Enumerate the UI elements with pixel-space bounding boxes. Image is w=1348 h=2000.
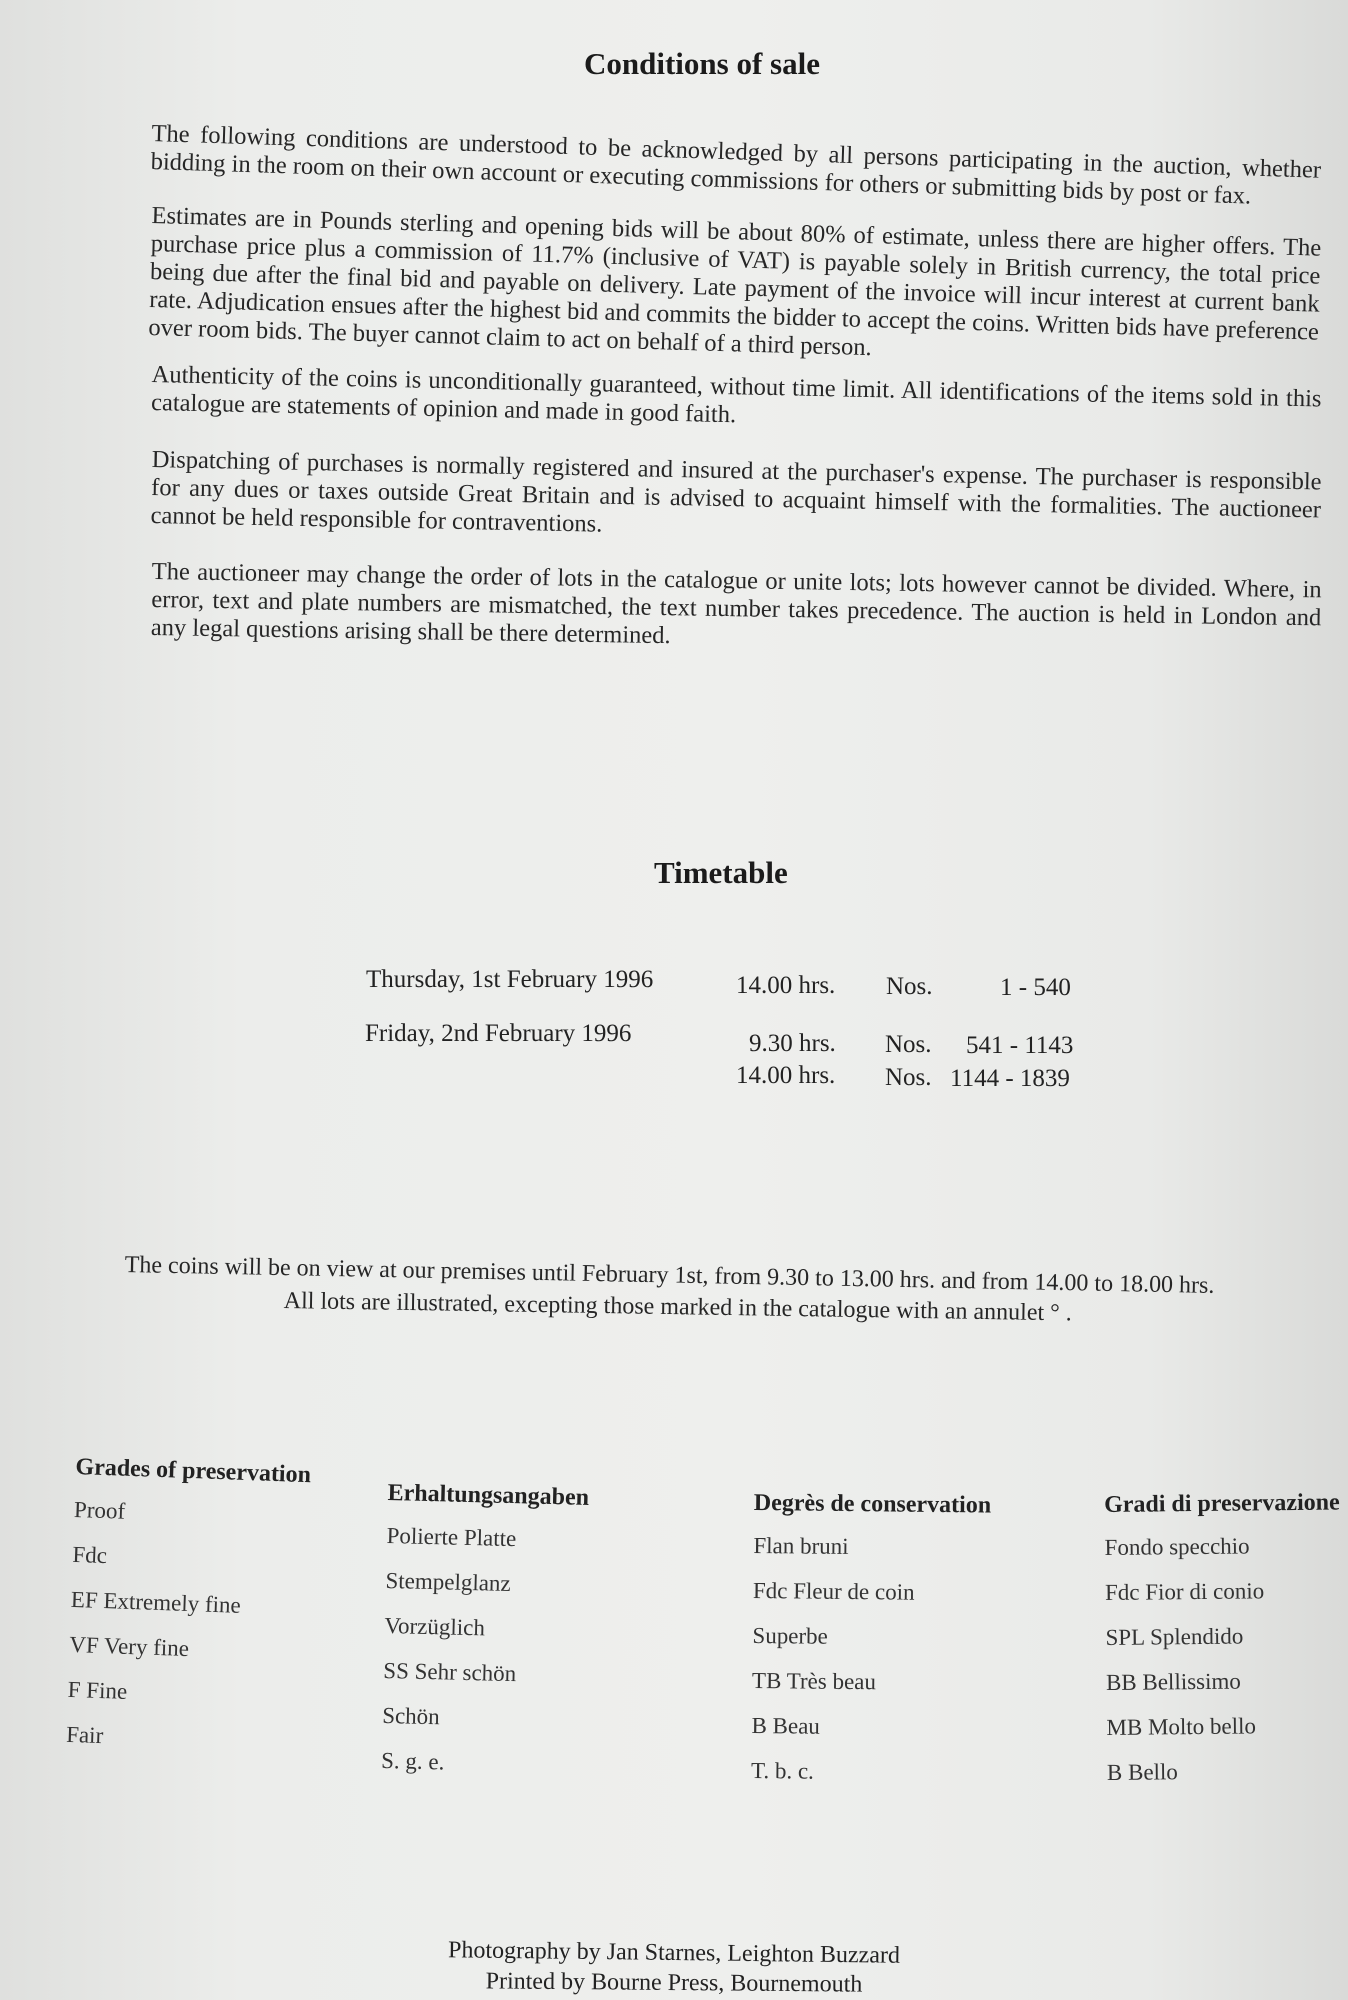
grade-item: EF Extremely fine (70, 1586, 242, 1618)
grade-item: Fair (65, 1721, 104, 1749)
grades-column-german (380, 1480, 688, 1800)
timetable-range-3: 1144 - 1839 (950, 1065, 1070, 1092)
photography-credit: Photography by Jan Starnes, Leighton Buzzard (447, 1937, 901, 1969)
grade-item: TB Très beau (751, 1667, 877, 1695)
grade-item: Vorzüglich (384, 1612, 486, 1641)
timetable-nos-1: Nos. (886, 973, 933, 1000)
grade-item: MB Molto bello (1106, 1713, 1257, 1740)
conditions-paragraph-5: The auctioneer may change the order of lots in the catalogue or unite lots; lots however cannot be divided. Where, in error, text and plate numbers are mismatched, the text number takes precedence. The auction is held in London and any legal questions arising shall be there determined. (150, 558, 1322, 650)
grade-item: B Beau (751, 1712, 821, 1739)
grade-item: Fdc Fleur de coin (752, 1577, 915, 1605)
grades-column-english (65, 1454, 376, 1777)
timetable-day-1: Thursday, 1st February 1996 (366, 966, 654, 993)
grade-item: Fdc (72, 1541, 108, 1569)
grade-item: Fondo specchio (1104, 1533, 1250, 1560)
timetable-title: Timetable (654, 855, 788, 890)
grades-heading: Gradi di preservazione (1104, 1489, 1340, 1518)
grade-item: Flan bruni (753, 1532, 849, 1559)
grade-item: BB Bellissimo (1105, 1668, 1241, 1695)
grade-item: SS Sehr schön (383, 1657, 517, 1687)
timetable-nos-3: Nos. (885, 1064, 932, 1091)
grades-heading: Grades of preservation (75, 1454, 312, 1489)
timetable-time-2: 9.30 hrs. (749, 1030, 836, 1057)
conditions-paragraph-3: Authenticity of the coins is unconditionally guaranteed, without time limit. All identifications of the items sold in this catalogue are statements of opinion and made in good faith. (150, 361, 1322, 429)
viewing-notice-line-2: All lots are illustrated, excepting those marked in the catalogue with an annulet ° . (283, 1288, 1072, 1327)
grade-item: VF Very fine (68, 1631, 190, 1662)
grades-heading: Degrès de conservation (753, 1490, 992, 1519)
grade-item: Fdc Fior di conio (1104, 1578, 1265, 1605)
grade-item: F Fine (67, 1676, 128, 1704)
conditions-paragraph-4: Dispatching of purchases is normally registered and insured at the purchaser's expense. The purchaser is responsible for any dues or taxes outside Great Britain and is advised to acquaint himself with the formalities. The auctioneer cannot be held responsible for contraventions. (150, 446, 1322, 538)
grade-item: Superbe (752, 1622, 828, 1649)
grade-item: S. g. e. (380, 1747, 445, 1775)
grade-item: Proof (73, 1496, 126, 1524)
timetable-day-2: Friday, 2nd February 1996 (365, 1020, 632, 1047)
grade-item: Schön (381, 1702, 441, 1730)
grade-item: SPL Splendido (1105, 1623, 1244, 1650)
timetable-time-1: 14.00 hrs. (736, 972, 836, 999)
timetable-nos-2: Nos. (885, 1031, 932, 1058)
grade-item: B Bello (1106, 1759, 1178, 1785)
timetable-range-1: 1 - 540 (1000, 974, 1071, 1001)
viewing-notice-line-1: The coins will be on view at our premises until February 1st, from 9.30 to 13.00 hrs. and from 14.00 to 18.00 hrs. (124, 1252, 1215, 1299)
grade-item: Polierte Platte (386, 1522, 517, 1552)
conditions-paragraph-2: Estimates are in Pounds sterling and opening bids will be about 80% of estimate, unless there are higher offers. The purchase price plus a commission of 11.7% (inclusive of VAT) is payable solely in British currency, the total price being due after the final bid and payable on delivery. Late payment of the invoice will incur interest at current bank rate. Adjudication ensues after the highest bid and commits the bidder to accept the coins. Written bids have preference over room bids. The buyer cannot claim to act on behalf of a third person. (148, 202, 1322, 362)
printer-credit: Printed by Bourne Press, Bournemouth (485, 1968, 863, 1998)
grade-item: T. b. c. (750, 1757, 815, 1784)
conditions-title: Conditions of sale (584, 46, 820, 81)
timetable-range-2: 541 - 1143 (966, 1032, 1074, 1059)
grades-column-italian (1104, 1489, 1348, 1805)
conditions-paragraph-1: The following conditions are understood to be acknowledged by all persons participating in the auction, whether bidding in the room on their own account or executing commissions for others or submitting bids by post or fax. (150, 120, 1322, 210)
grades-heading: Erhaltungsangaben (387, 1480, 590, 1511)
timetable-time-3: 14.00 hrs. (736, 1062, 836, 1089)
grades-column-french (751, 1490, 1054, 1806)
grade-item: Stempelglanz (385, 1567, 512, 1597)
